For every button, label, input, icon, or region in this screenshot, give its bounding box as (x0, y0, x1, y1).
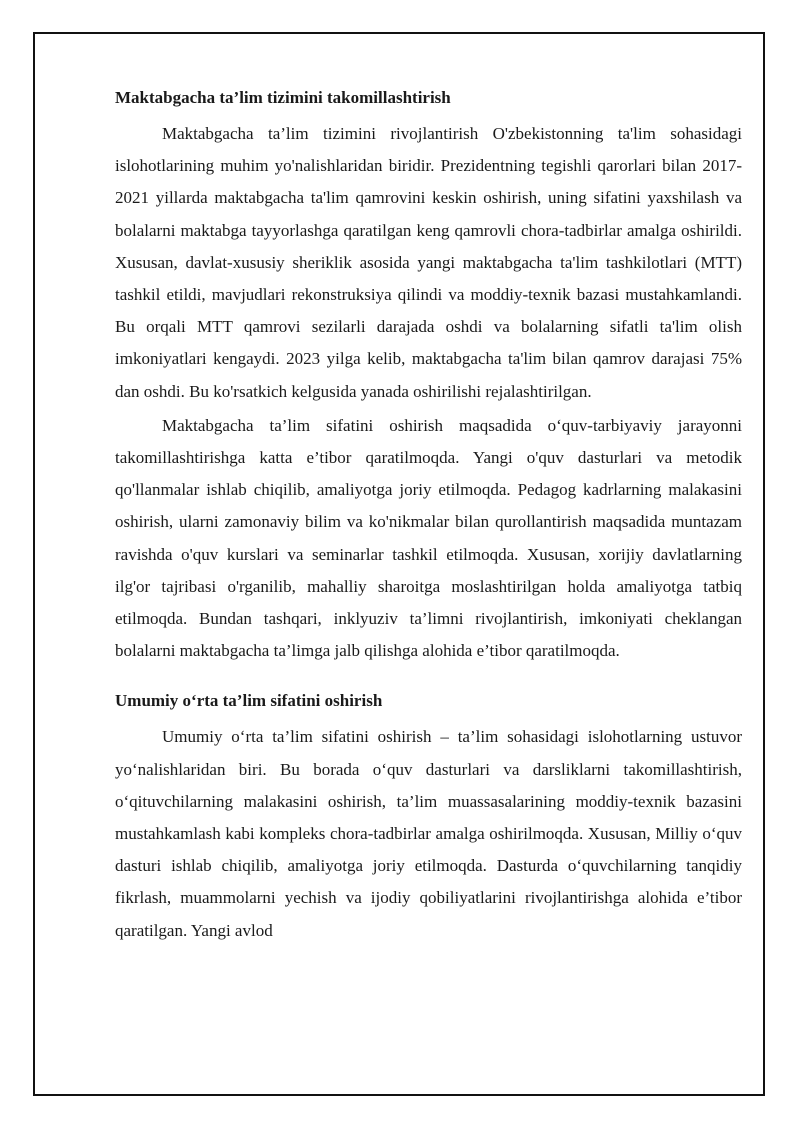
paragraph: Maktabgacha ta’lim sifatini oshirish maqsadida o‘quv-tarbiyaviy jarayonni takomillashtirishga katta e’tibor qaratilmoqda. Yangi o'quv dasturlari va metodik qo'llanmalar ishlab chiqilib, amaliyotga joriy etilmoqda. Pedagog kadrlarning malakasini oshirish, ularni zamonaviy bilim va ko'nikmalar bilan qurollantirish maqsadida muntazam ravishda o'quv kurslari va seminarlar tashkil etilmoqda. Xususan, xorijiy davlatlarning ilg'or tajribasi o'rganilib, mahalliy sharoitga moslashtirilgan holda amaliyotga tatbiq etilmoqda. Bundan tashqari, inklyuziv ta’limni rivojlantirish, imkoniyati cheklangan bolalarni maktabgacha ta’limga jalb qilishga alohida e’tibor qaratilmoqda. (115, 415, 742, 661)
section-heading-preschool: Maktabgacha ta’lim tizimini takomillashtirish (115, 88, 451, 107)
paragraph: Umumiy o‘rta ta’lim sifatini oshirish – ta’lim sohasidagi islohotlarning ustuvor yo‘nalishlaridan biri. Bu borada o‘quv dasturlari va darsliklarni takomillashtirish, o‘qituvchilarning malakasini oshirish, ta’lim muassasalarining moddiy-texnik bazasini mustahkamlash kabi kompleks chora-tadbirlar amalga oshirilmoqda. Xususan, Milliy o‘quv dasturi ishlab chiqilib, amaliyotga joriy etilmoqda. Dasturda o‘quvchilarning tanqidiy fikrlash, muammolarni yechish va ijodiy qobiliyatlarini rivojlantirishga alohida e’tibor qaratilgan. Yangi avlod (115, 727, 742, 940)
document-body (115, 86, 742, 949)
paragraph: Maktabgacha ta’lim tizimini rivojlantirish O'zbekistonning ta'lim sohasidagi islohotlarining muhim yo'nalishlaridan biridir. Prezidentning tegishli qarorlari bilan 2017-2021 yillarda maktabgacha ta'lim qamrovini keskin oshirish, uning sifatini yaxshilash va bolalarni maktabga tayyorlashga qaratilgan keng qamrovli chora-tadbirlar amalga oshirildi. Xususan, davlat-xususiy sheriklik asosida yangi maktabgacha ta'lim tashkilotlari (MTT) tashkil etildi, mavjudlari rekonstruksiya qilindi va moddiy-texnik bazasi mustahkamlandi. Bu orqali MTT qamrovi sezilarli darajada oshdi va bolalarning sifatli ta'lim olish imkoniyatlari kengaydi. 2023 yilga kelib, maktabgacha ta'lim bilan qamrov darajasi 75% dan oshdi. Bu ko'rsatkich kelgusida yanada oshirilishi rejalashtirilgan. (115, 124, 742, 401)
section-heading-general-secondary: Umumiy o‘rta ta’lim sifatini oshirish (115, 691, 383, 711)
